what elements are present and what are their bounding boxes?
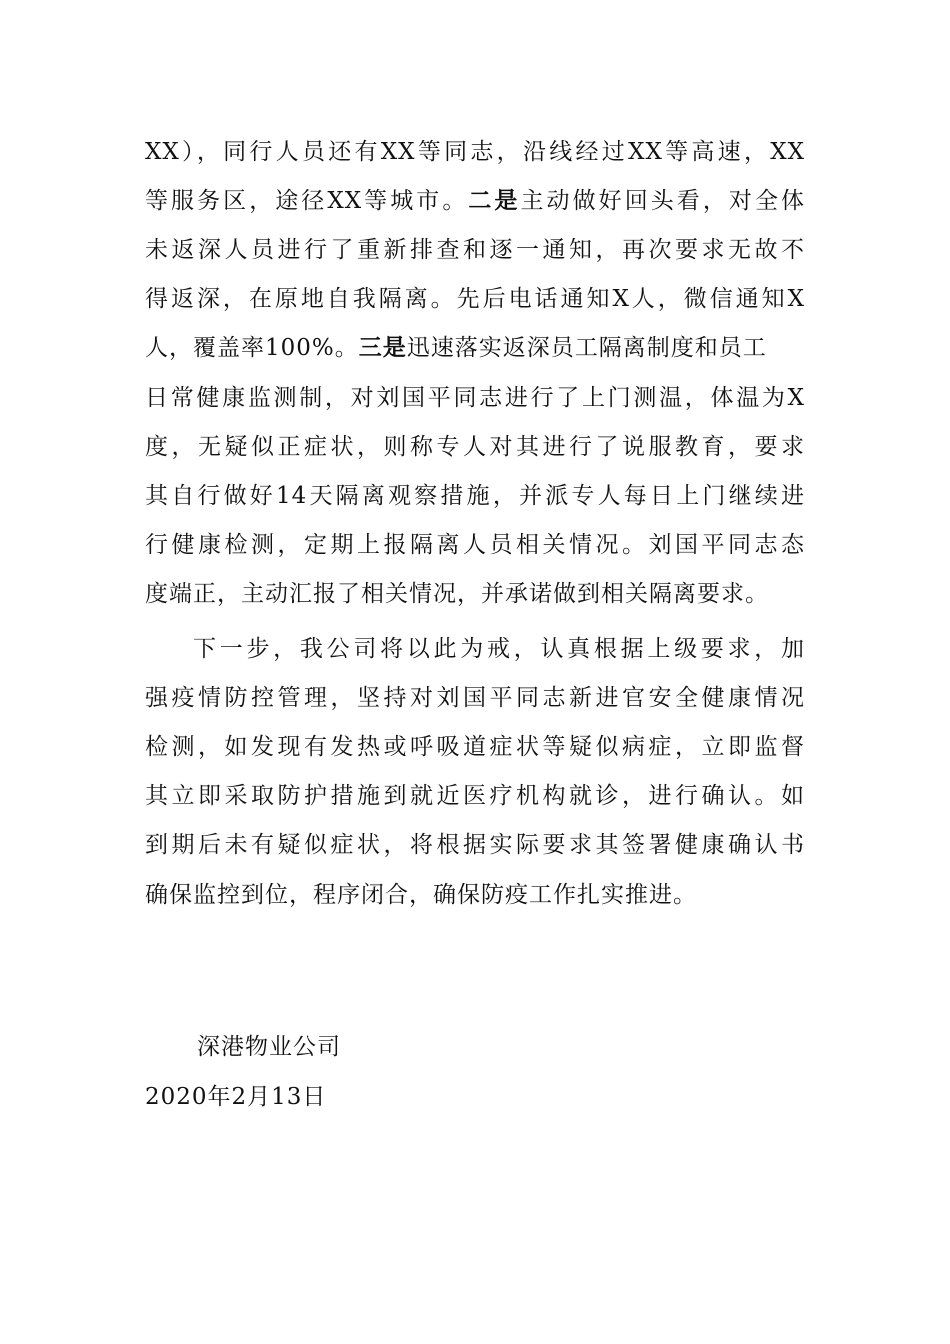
paragraph1-line7: 度，无疑似正症状，则称专人对其进行了说服教育，要求 (145, 434, 805, 460)
paragraph1-line2-text-a: 等服务区，途径XX等城市。 (145, 188, 469, 214)
paragraph2-line4: 其立即采取防护措施到就近医疗机构就诊，进行确认。如 (145, 783, 805, 809)
paragraph2-line5: 到期后未有疑似症状，将根据实际要求其签署健康确认书 (145, 832, 805, 858)
paragraph1-line3: 未返深人员进行了重新排查和逐一通知，再次要求无故不 (145, 237, 805, 263)
paragraph1-line5-text-c: 迅速落实返深员工隔离制度和员工 (406, 335, 767, 361)
paragraph1-line5-text-a: 人，覆盖率100%。 (145, 335, 359, 361)
point-three-marker: 三是 (358, 335, 407, 361)
paragraph2-line1: 下一步，我公司将以此为戒，认真根据上级要求，加 (193, 636, 805, 662)
paragraph1-line1: XX），同行人员还有XX等同志，沿线经过XX等高速，XX (145, 139, 805, 165)
signature-company: 深港物业公司 (197, 1034, 341, 1060)
paragraph2-line3: 检测，如发现有发热或呼吸道症状等疑似病症，立即监督 (145, 734, 805, 760)
paragraph1-line6: 日常健康监测制，对刘国平同志进行了上门测温，体温为X (145, 385, 805, 411)
point-two-marker: 二是 (468, 188, 521, 214)
paragraph1-line9: 行健康检测，定期上报隔离人员相关情况。刘国平同志态 (145, 532, 805, 558)
paragraph1-line2 (145, 185, 805, 217)
paragraph1-line2-text-c: 主动做好回头看，对全体 (520, 188, 806, 214)
paragraph1-line10: 度端正，主动汇报了相关情况，并承诺做到相关隔离要求。 (145, 581, 769, 607)
paragraph1-line5 (145, 332, 767, 364)
paragraph1-line4: 得返深，在原地自我隔离。先后电话通知X人，微信通知X (145, 286, 805, 312)
paragraph1-line8: 其自行做好14天隔离观察措施，并派专人每日上门继续进 (145, 483, 805, 509)
paragraph2-line6: 确保监控到位，程序闭合，确保防疫工作扎实推进。 (145, 882, 697, 908)
signature-date: 2020年2月13日 (145, 1084, 327, 1110)
paragraph2-line2: 强疫情防控管理，坚持对刘国平同志新进官安全健康情况 (145, 685, 805, 711)
